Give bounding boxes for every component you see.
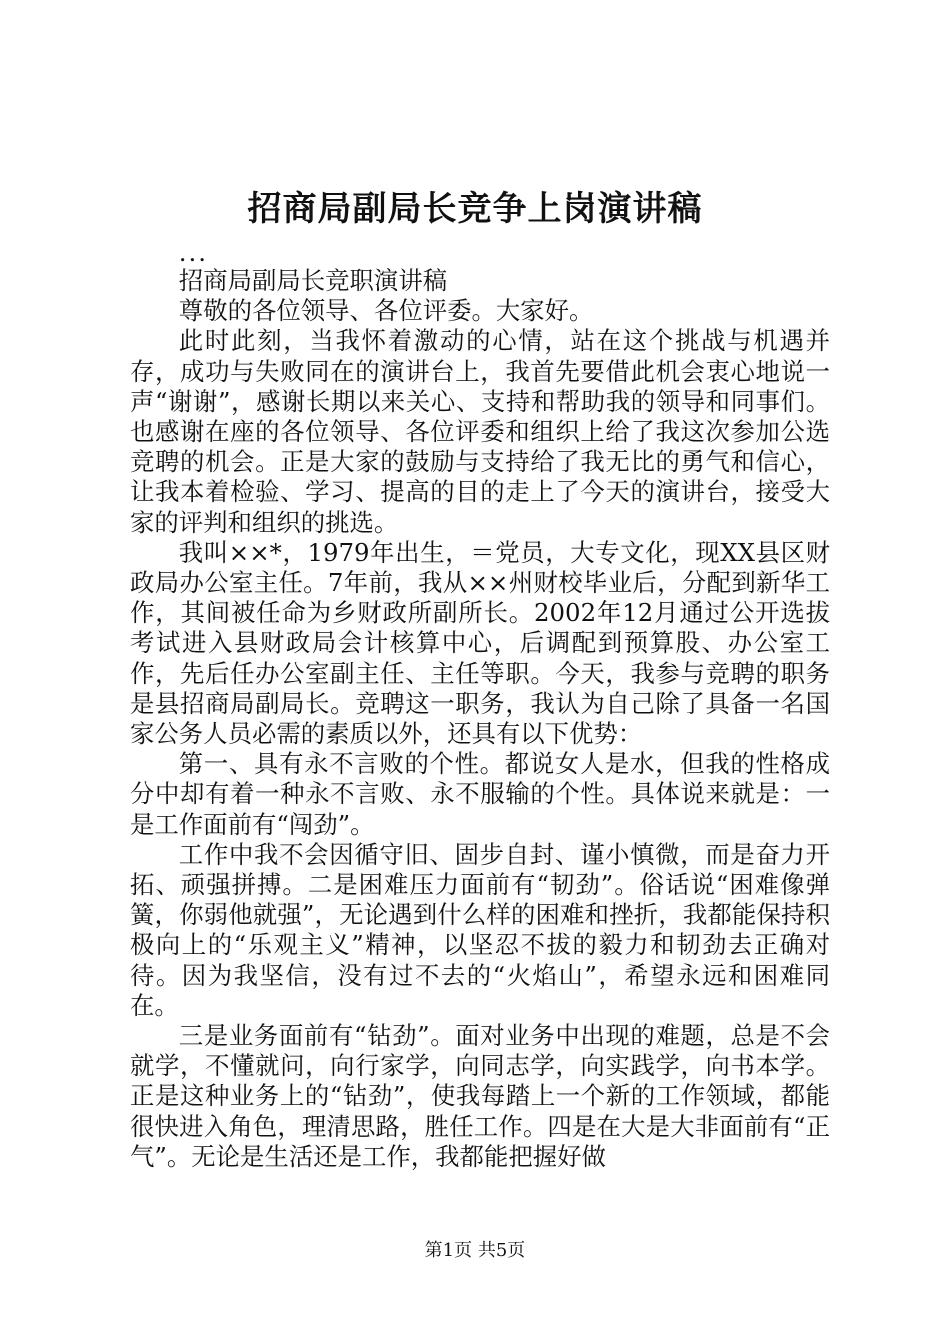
page-number-footer: 第1页 共5页 <box>424 1240 526 1261</box>
paragraph: 工作中我不会因循守旧、固步自封、谨小慎微，而是奋力开拓、顽强拼搏。二是困难压力面前有“韧劲”。俗话说“困难像弹簧，你弱他就强”，无论遇到什么样的困难和挫折，我都能保持积极向上的“乐观主义”精神，以坚忍不拔的毅力和韧劲去正确对待。因为我坚信，没有过不去的“火焰山”，希望永远和困难同在。 <box>130 839 830 1020</box>
ellipsis-line: ... <box>178 238 209 267</box>
document-title: 招商局副局长竞争上岗演讲稿 <box>247 189 703 229</box>
paragraph-greeting: 尊敬的各位领导、各位评委。大家好。 <box>178 296 594 326</box>
paragraph: 此时此刻，当我怀着激动的心情，站在这个挑战与机遇并存，成功与失败同在的演讲台上，我首先要借此机会衷心地说一声“谢谢”，感谢长期以来关心、支持和帮助我的领导和同事们。也感谢在座的各位领导、各位评委和组织上给了我这次参加公选竞聘的机会。正是大家的鼓励与支持给了我无比的勇气和信心，让我本着检验、学习、提高的目的走上了今天的演讲台，接受大家的评判和组织的挑选。 <box>130 326 830 537</box>
paragraph-subtitle: 招商局副局长竞职演讲稿 <box>178 266 448 295</box>
paragraph: 三是业务面前有“钻劲”。面对业务中出现的难题，总是不会就学，不懂就问，向行家学，向同志学，向实践学，向书本学。正是这种业务上的“钻劲”，使我每踏上一个新的工作领域，都能很快进入角色，理清思路，胜任工作。四是在大是大非面前有“正气”。无论是生活还是工作，我都能把握好做 <box>130 1021 830 1171</box>
paragraph: 我叫××*，1979年出生，＝党员，大专文化，现XX县区财政局办公室主任。7年前，我从××州财校毕业后，分配到新华工作，其间被任命为乡财政所副所长。2002年12月通过公开选拔考试进入县财政局会计核算中心，后调配到预算股、办公室工作，先后任办公室副主任、主任等职。今天，我参与竞聘的职务是县招商局副局长。竞聘这一职务，我认为自己除了具备一名国家公务人员必需的素质以外，还具有以下优势： <box>130 537 830 749</box>
document-body <box>130 240 830 1172</box>
paragraph: 第一、具有永不言败的个性。都说女人是水，但我的性格成分中却有着一种永不言败、永不服输的个性。具体说来就是：一是工作面前有“闯劲”。 <box>130 749 830 839</box>
